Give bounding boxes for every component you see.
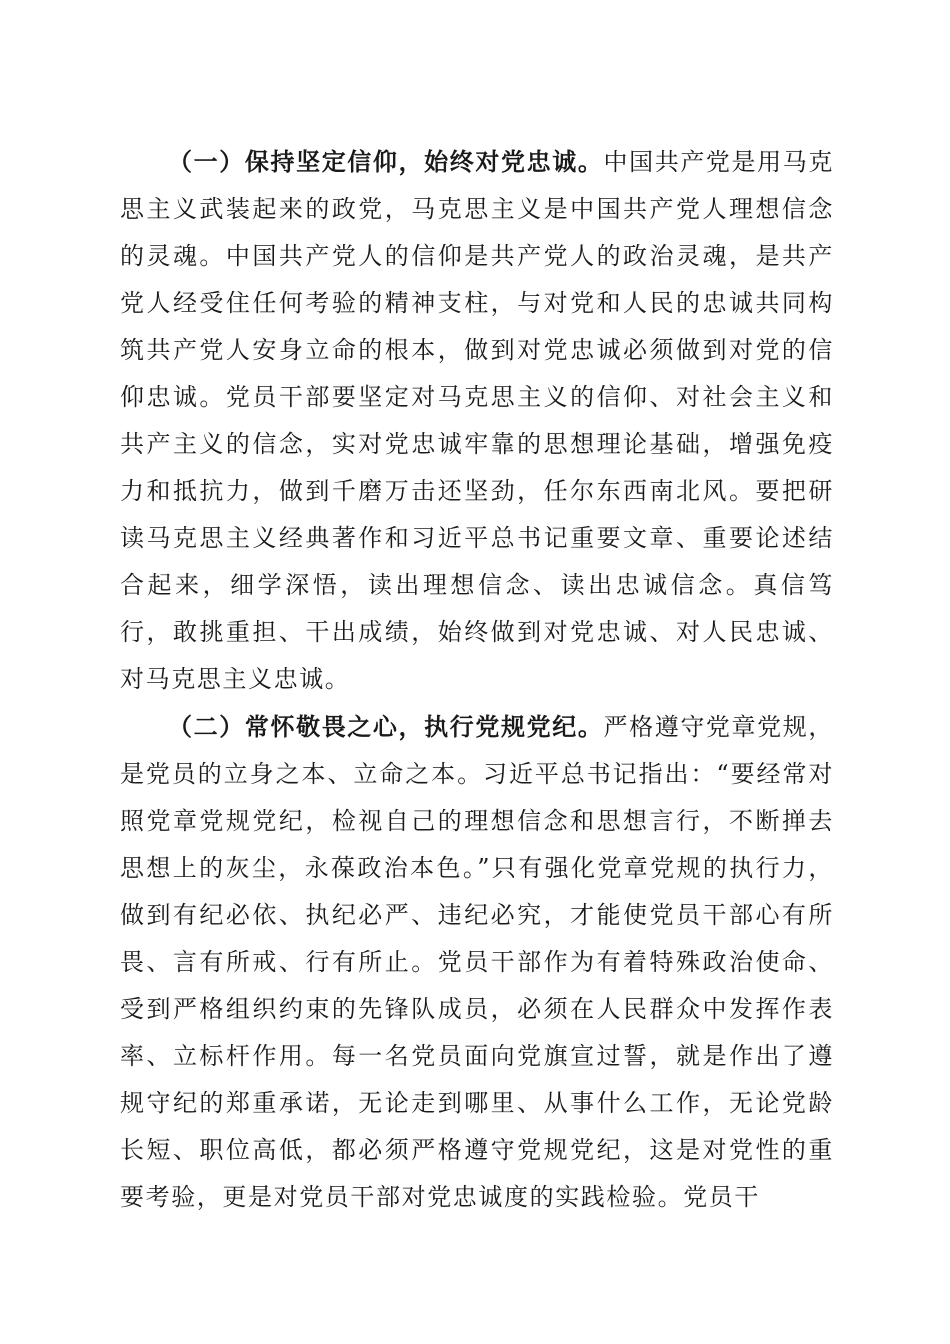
paragraph-2 <box>120 703 834 1221</box>
paragraph-2-heading: （二）常怀敬畏之心，执行党规党纪。 <box>168 712 604 741</box>
paragraph-2-body: 严格遵守党章党规，是党员的立身之本、立命之本。习近平总书记指出：“要经常对照党章党规党纪，检视自己的理想信念和思想言行，不断掸去思想上的灰尘，永葆政治本色。”只有强化党章党规的执行力，做到有纪必依、执纪必严、违纪必究，才能使党员干部心有所畏、言有所戒、行有所止。党员干部作为有着特殊政治使命、受到严格组织约束的先锋队成员，必须在人民群众中发挥作表率、立标杆作用。每一名党员面向党旗宣过誓，就是作出了遵规守纪的郑重承诺，无论走到哪里、从事什么工作，无论党龄长短、职位高低，都必须严格遵守党规党纪，这是对党性的重要考验，更是对党员干部对党忠诚度的实践检验。党员干 <box>120 713 834 1211</box>
document-page <box>120 138 834 1221</box>
paragraph-1-body: 中国共产党是用马克思主义武装起来的政党，马克思主义是中国共产党人理想信念的灵魂。中国共产党人的信仰是共产党人的政治灵魂，是共产党人经受住任何考验的精神支柱，与对党和人民的忠诚共同构筑共产党人安身立命的根本，做到对党忠诚必须做到对党的信仰忠诚。党员干部要坚定对马克思主义的信仰、对社会主义和共产主义的信念，实对党忠诚牢靠的思想理论基础，增强免疫力和抵抗力，做到千磨万击还坚劲，任尔东西南北风。要把研读马克思主义经典著作和习近平总书记重要文章、重要论述结合起来，细学深悟，读出理想信念、读出忠诚信念。真信笃行，敢挑重担、干出成绩，始终做到对党忠诚、对人民忠诚、对马克思主义忠诚。 <box>120 148 834 693</box>
paragraph-1 <box>120 138 834 703</box>
paragraph-1-heading: （一）保持坚定信仰，始终对党忠诚。 <box>168 147 604 176</box>
